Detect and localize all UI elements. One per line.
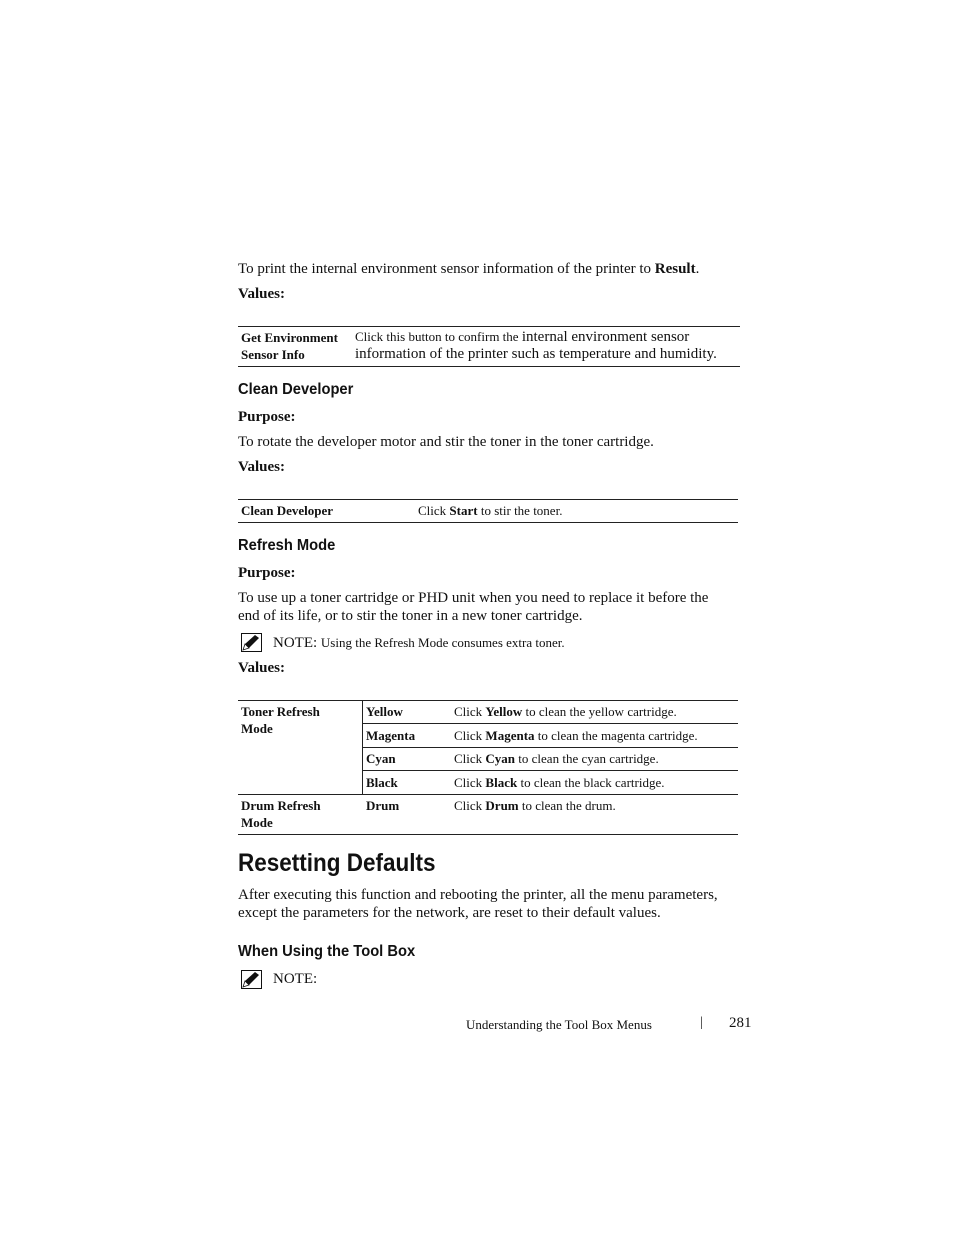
purpose-text: To use up a toner cartridge or PHD unit when you need to replace it before the end of its life, or to stir the toner in a new toner cartridge. bbox=[238, 590, 709, 624]
option-yellow-desc: Click Yellow to clean the yellow cartridge. bbox=[454, 704, 677, 719]
option-magenta: Magenta bbox=[366, 728, 416, 743]
page-number: 281 bbox=[729, 1015, 752, 1031]
resetting-defaults-heading: Resetting Defaults bbox=[238, 849, 436, 877]
refresh-note: NOTE: Using the Refresh Mode consumes extra toner. bbox=[273, 635, 565, 651]
footer-separator: | bbox=[700, 1015, 703, 1030]
table-rule bbox=[362, 747, 738, 748]
resetting-text: After executing this function and rebooting the printer, all the menu parameters, except the parameters for the network, are reset to their default values. bbox=[238, 887, 718, 921]
option-yellow: Yellow bbox=[366, 704, 403, 719]
table-rule bbox=[238, 700, 738, 701]
option-cyan: Cyan bbox=[366, 751, 396, 766]
tool-box-subheading: When Using the Tool Box bbox=[238, 943, 416, 960]
table-rule bbox=[238, 366, 740, 367]
option-black-desc: Click Black to clean the black cartridge. bbox=[454, 775, 665, 790]
option-black: Black bbox=[366, 775, 398, 790]
toner-refresh-name: Toner Refresh Mode bbox=[241, 704, 320, 736]
env-sensor-name: Get Environment Sensor Info bbox=[241, 330, 338, 362]
env-sensor-desc: Click this button to confirm the internal environment sensor information of the printer such as temperature and humidity. bbox=[355, 329, 717, 362]
table-rule bbox=[238, 522, 738, 523]
note-pencil-icon bbox=[241, 633, 262, 652]
table-rule bbox=[238, 834, 738, 835]
purpose-text: To rotate the developer motor and stir the toner in the toner cartridge. bbox=[238, 434, 654, 450]
intro-text: To print the internal environment sensor information of the printer to Result. bbox=[238, 261, 700, 277]
table-rule bbox=[238, 499, 738, 500]
table-rule bbox=[362, 723, 738, 724]
tool-box-note: NOTE: bbox=[273, 971, 318, 987]
clean-developer-name: Clean Developer bbox=[241, 503, 334, 518]
table-rule bbox=[362, 770, 738, 771]
drum-refresh-name: Drum Refresh Mode bbox=[241, 798, 321, 830]
values-label: Values: bbox=[238, 459, 285, 475]
refresh-mode-heading: Refresh Mode bbox=[238, 537, 336, 554]
table-rule bbox=[238, 794, 738, 795]
option-cyan-desc: Click Cyan to clean the cyan cartridge. bbox=[454, 751, 659, 766]
option-drum: Drum bbox=[366, 798, 400, 813]
purpose-label: Purpose: bbox=[238, 409, 296, 425]
clean-developer-desc: Click Start to stir the toner. bbox=[418, 503, 563, 518]
footer-section-title: Understanding the Tool Box Menus bbox=[466, 1017, 652, 1032]
table-rule bbox=[238, 326, 740, 327]
values-label: Values: bbox=[238, 286, 285, 302]
purpose-label: Purpose: bbox=[238, 565, 296, 581]
note-pencil-icon bbox=[241, 970, 262, 989]
option-magenta-desc: Click Magenta to clean the magenta cartridge. bbox=[454, 728, 698, 743]
option-drum-desc: Click Drum to clean the drum. bbox=[454, 798, 616, 813]
values-label: Values: bbox=[238, 660, 285, 676]
clean-developer-heading: Clean Developer bbox=[238, 381, 354, 398]
